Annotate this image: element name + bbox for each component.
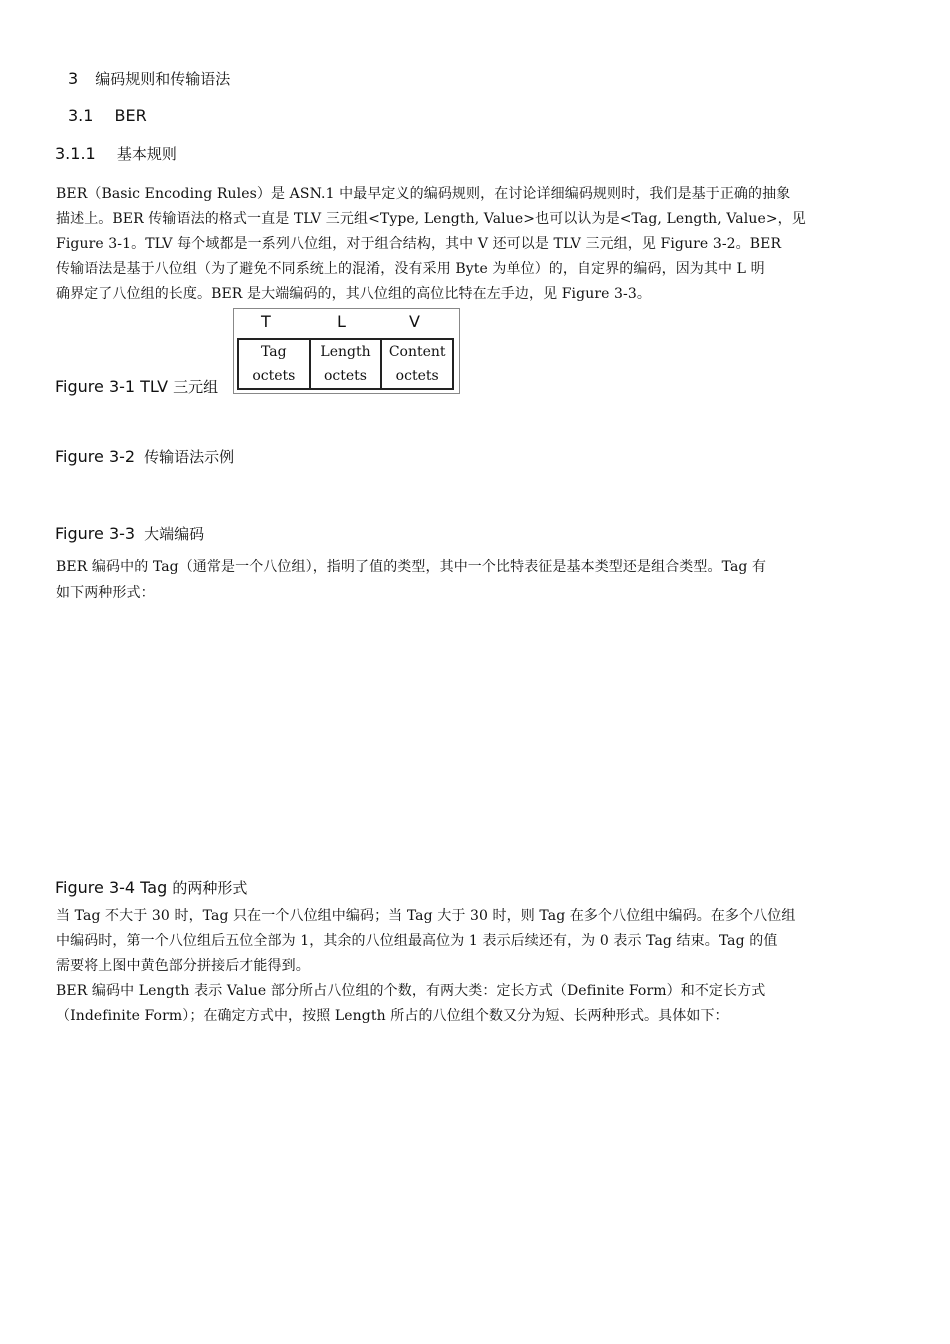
figure-text: 的两种形式 [172, 879, 248, 897]
tlv-cell-length [311, 340, 383, 388]
tlv-cell-line: octets [252, 368, 296, 384]
text-line: 描述上。BER 传输语法的格式一直是 TLV 三元组<Type, Length, Value>也可以认为是<Tag, Length, Value>，见 [56, 211, 806, 227]
heading-3-1-1 [55, 143, 177, 164]
heading-3-1 [68, 106, 147, 125]
figure-label: Figure 3-1 TLV [55, 377, 169, 396]
text-line: 如下两种形式： [56, 585, 155, 601]
figure-caption-3-2 [55, 446, 234, 467]
tlv-cell-tag [239, 340, 311, 388]
text-line: Figure 3-1。TLV 每个域都是一系列八位组，对于组合结构，其中 V 还可以是 TLV 三元组，见 Figure 3-2。BER [56, 236, 782, 252]
tlv-cell-line: Content [388, 344, 446, 360]
heading-number: 3.1.1 [55, 144, 96, 163]
figure-text: 大端编码 [144, 525, 205, 543]
tlv-cells [237, 338, 454, 390]
figure-caption-3-3 [55, 523, 204, 544]
heading-number: 3 [68, 69, 79, 88]
text-line: BER（Basic Encoding Rules）是 ASN.1 中最早定义的编码规则，在讨论详细编码规则时，我们是基于正确的抽象 [56, 186, 791, 202]
figure-label: Figure 3-3 [55, 524, 136, 543]
text-line: BER 编码中的 Tag（通常是一个八位组），指明了值的类型，其中一个比特表征是基本类型还是组合类型。Tag 有 [56, 559, 767, 575]
figure-caption-3-4 [55, 877, 247, 898]
text-line: 当 Tag 不大于 30 时，Tag 只在一个八位组中编码；当 Tag 大于 30 时，则 Tag 在多个八位组中编码。在多个八位组 [56, 908, 796, 924]
figure-text: 三元组 [173, 378, 219, 396]
tlv-cell-line: Length [320, 344, 371, 360]
figure-label: Figure 3-2 [55, 447, 136, 466]
tlv-letter-l: L [337, 312, 346, 331]
heading-3 [68, 68, 230, 89]
heading-number: 3.1 [68, 106, 94, 125]
text-line: 需要将上图中黄色部分拼接后才能得到。 [56, 958, 310, 974]
tlv-letter-t: T [261, 312, 271, 331]
heading-text: 编码规则和传输语法 [95, 70, 231, 88]
tlv-letter-v: V [409, 312, 420, 331]
text-line: （Indefinite Form）；在确定方式中，按照 Length 所占的八位组个数又分为短、长两种形式。具体如下： [56, 1008, 729, 1024]
text-line: 确界定了八位组的长度。BER 是大端编码的，其八位组的高位比特在左手边，见 Figure 3-3。 [56, 286, 651, 302]
tlv-letter-row [234, 312, 459, 334]
text-line: BER 编码中 Length 表示 Value 部分所占八位组的个数，有两大类：定长方式（Definite Form）和不定长方式 [56, 983, 766, 999]
tlv-cell-content [382, 340, 452, 388]
tlv-cell-line: octets [395, 368, 439, 384]
heading-text: BER [114, 106, 147, 125]
tlv-cell-line: octets [324, 368, 367, 384]
tlv-cell-line: Tag [261, 344, 287, 360]
figure-label: Figure 3-4 Tag [55, 878, 168, 897]
tlv-diagram [233, 308, 460, 394]
text-line: 中编码时，第一个八位组后五位全部为 1，其余的八位组最高位为 1 表示后续还有，为 0 表示 Tag 结束。Tag 的值 [56, 933, 778, 949]
heading-text: 基本规则 [116, 145, 177, 163]
text-line: 传输语法是基于八位组（为了避免不同系统上的混淆，没有采用 Byte 为单位）的，自定界的编码，因为其中 L 明 [56, 261, 765, 277]
figure-caption-3-1 [55, 376, 218, 397]
figure-text: 传输语法示例 [144, 448, 235, 466]
